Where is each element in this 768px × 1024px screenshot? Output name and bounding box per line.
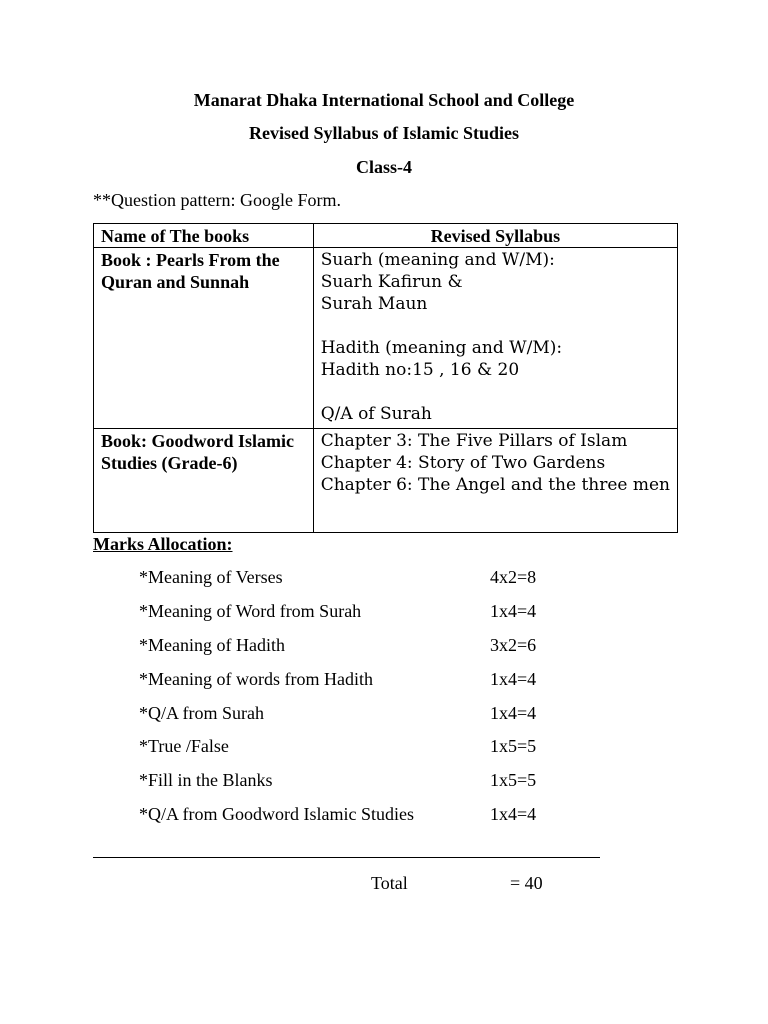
marks-item-value: 1x4=4 — [490, 669, 537, 689]
marks-item-label: *True /False — [139, 736, 229, 756]
syllabus-table — [93, 223, 678, 533]
marks-item-label: *Fill in the Blanks — [139, 770, 273, 790]
syllabus-line: Hadith no:15 , 16 & 20 — [320, 360, 520, 380]
marks-item-label: *Meaning of Verses — [139, 567, 283, 587]
syllabus-line: Chapter 4: Story of Two Gardens — [320, 453, 606, 473]
syllabus-cell — [313, 248, 677, 429]
syllabus-line: Chapter 6: The Angel and the three men — [320, 475, 670, 495]
marks-item-value: 1x5=5 — [490, 736, 537, 756]
book-name-cell: Book : Pearls From the Quran and Sunnah — [94, 248, 314, 429]
column-header-syllabus: Revised Syllabus — [313, 224, 677, 248]
marks-item-value: 1x4=4 — [490, 703, 537, 723]
syllabus-line: Hadith (meaning and W/M): — [320, 338, 563, 358]
marks-allocation-heading: Marks Allocation: — [93, 534, 233, 554]
syllabus-line: Chapter 3: The Five Pillars of Islam — [320, 431, 628, 451]
marks-item-value: 1x4=4 — [490, 804, 537, 824]
marks-item-label: *Meaning of Word from Surah — [139, 601, 362, 621]
total-divider-line — [93, 857, 600, 858]
marks-item-label: *Q/A from Surah — [139, 703, 264, 723]
syllabus-line: Suarh Kafirun & — [320, 272, 463, 292]
table-header-row — [94, 224, 678, 248]
marks-item-label: *Q/A from Goodword Islamic Studies — [139, 804, 414, 824]
marks-item-label: *Meaning of Hadith — [139, 635, 285, 655]
class-title: Class-4 — [355, 157, 412, 177]
marks-item-value: 4x2=8 — [490, 567, 537, 587]
marks-item-value: 3x2=6 — [490, 635, 537, 655]
total-label: Total — [371, 873, 408, 893]
book-name-cell: Book: Goodword Islamic Studies (Grade-6) — [94, 429, 314, 533]
syllabus-title: Revised Syllabus of Islamic Studies — [248, 123, 520, 143]
syllabus-cell — [313, 429, 677, 533]
marks-item-label: *Meaning of words from Hadith — [139, 669, 373, 689]
question-pattern-note: **Question pattern: Google Form. — [93, 190, 341, 210]
syllabus-line — [321, 315, 670, 337]
syllabus-line: Suarh (meaning and W/M): — [320, 250, 555, 270]
marks-item-value: 1x5=5 — [490, 770, 537, 790]
marks-item-value: 1x4=4 — [490, 601, 537, 621]
total-value: = 40 — [510, 873, 543, 893]
syllabus-line: Q/A of Surah — [320, 404, 432, 424]
syllabus-line: Surah Maun — [320, 294, 428, 314]
syllabus-line — [321, 381, 670, 403]
table-row — [94, 429, 678, 533]
column-header-books: Name of The books — [94, 224, 314, 248]
table-row — [94, 248, 678, 429]
school-title: Manarat Dhaka International School and College — [193, 90, 575, 110]
